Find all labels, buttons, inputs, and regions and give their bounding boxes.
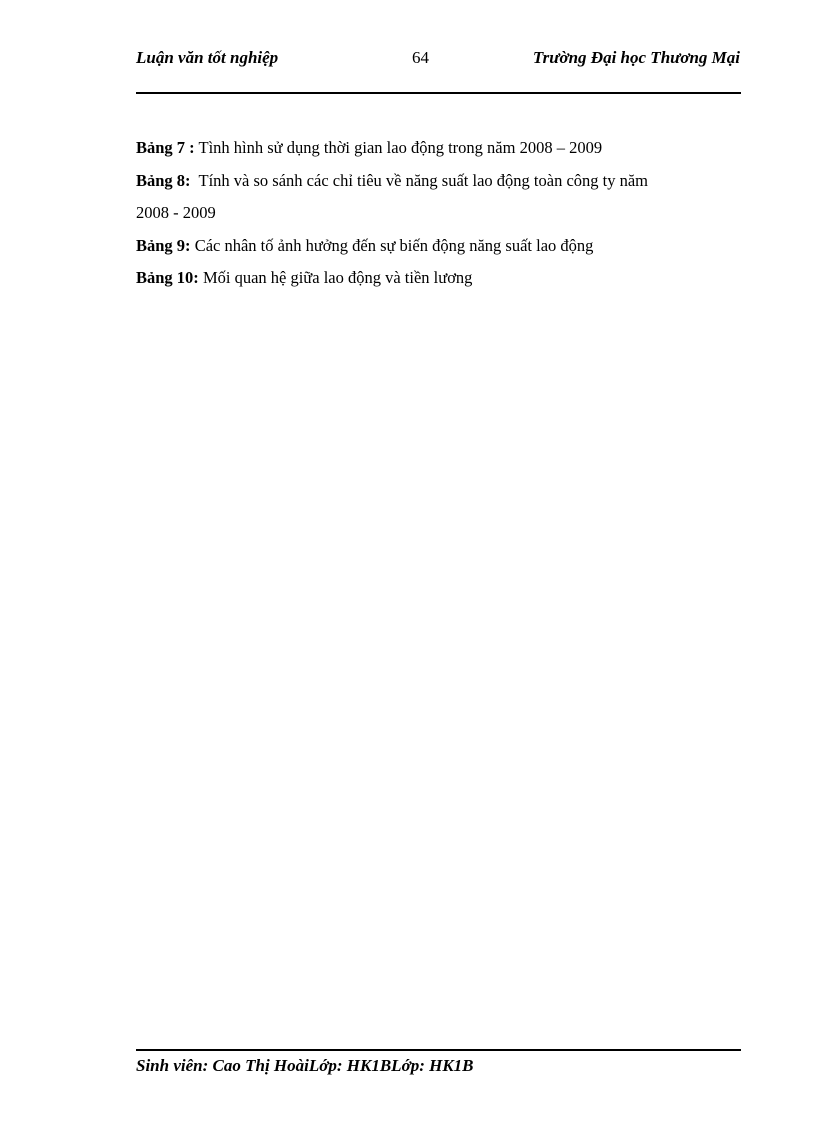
table-label: Bảng 9:: [136, 235, 191, 255]
header-thesis-title: Luận văn tốt nghiệp: [136, 48, 279, 67]
table-label: Bảng 7 :: [136, 138, 195, 157]
table-caption-continuation: 2008 - 2009: [136, 203, 216, 222]
table-caption: Tình hình sử dụng thời gian lao động trong năm 2008 – 2009: [198, 138, 603, 157]
table-caption: Tính và so sánh các chỉ tiêu về năng suất lao động toàn công ty năm: [198, 170, 649, 190]
footer-divider: [136, 1049, 741, 1051]
header-divider: [136, 92, 741, 94]
list-item-table-9: [136, 230, 740, 263]
list-item-table-10: [136, 262, 740, 295]
list-item-table-8: [136, 165, 740, 198]
header-page-number: 64: [412, 48, 429, 67]
list-item-table-8-continuation: [136, 197, 740, 230]
table-list: [136, 132, 740, 295]
header-university-name: Trường Đại học Thương Mại: [532, 48, 740, 67]
page-footer: Sinh viên: Cao Thị HoàiLớp: HK1BLớp: HK1B: [136, 1056, 474, 1075]
table-caption: Mối quan hệ giữa lao động và tiền lương: [202, 268, 473, 287]
table-label: Bảng 10:: [136, 268, 199, 287]
list-item-table-7: [136, 132, 740, 165]
table-caption: Các nhân tố ảnh hưởng đến sự biến động năng suất lao động: [194, 235, 594, 255]
table-label: Bảng 8:: [136, 170, 191, 190]
page-header: [136, 48, 740, 74]
